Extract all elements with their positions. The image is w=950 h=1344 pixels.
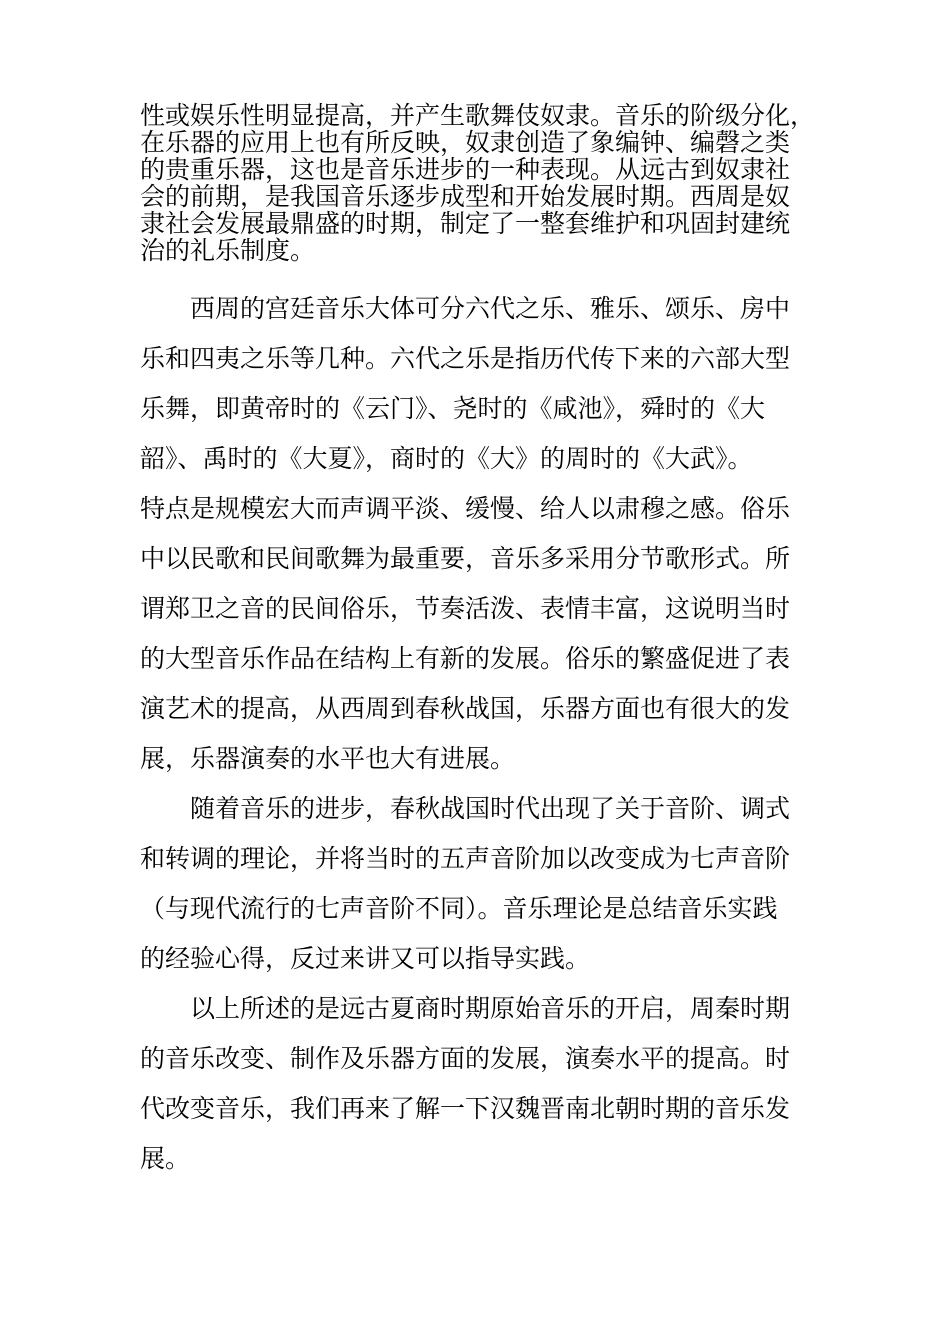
paragraph-line: 治的礼乐制度。	[140, 236, 316, 265]
paragraph-1	[140, 102, 820, 264]
paragraph-line: 展，乐器演奏的水平也大有进展。	[140, 744, 516, 773]
paragraph-line: 在乐器的应用上也有所反映，奴隶创造了象编钟、编磬之类	[140, 128, 791, 157]
paragraph-line: 乐舞，即黄帝时的《云门》、尧时的《咸池》，舜时的《大	[140, 394, 766, 423]
paragraph-line: （与现代流行的七声音阶不同）。音乐理论是总结音乐实践	[140, 894, 778, 923]
paragraph-line: 以上所述的是远古夏商时期原始音乐的开启，周秦时期	[190, 994, 791, 1023]
paragraph-line: 的贵重乐器，这也是音乐进步的一种表现。从远古到奴隶社	[140, 155, 791, 184]
paragraph-line: 随着音乐的进步，春秋战国时代出现了关于音阶、调式	[190, 794, 791, 823]
paragraph-line: 谓郑卫之音的民间俗乐，节奏活泼、表情丰富，这说明当时	[140, 594, 791, 623]
paragraph-line: 的大型音乐作品在结构上有新的发展。俗乐的繁盛促进了表	[140, 644, 791, 673]
paragraph-line: 西周的宫廷音乐大体可分六代之乐、雅乐、颂乐、房中	[190, 294, 791, 323]
paragraph-line: 的经验心得，反过来讲又可以指导实践。	[140, 944, 591, 973]
paragraph-line: 中以民歌和民间歌舞为最重要，音乐多采用分节歌形式。所	[140, 544, 791, 573]
paragraph-line: 隶社会发展最鼎盛的时期，制定了一整套维护和巩固封建统	[140, 209, 791, 238]
paragraph-line: 会的前期，是我国音乐逐步成型和开始发展时期。西周是奴	[140, 182, 791, 211]
paragraph-line: 乐和四夷之乐等几种。六代之乐是指历代传下来的六部大型	[140, 344, 791, 373]
paragraph-line: 特点是规模宏大而声调平淡、缓慢、给人以肃穆之感。俗乐	[140, 494, 791, 523]
paragraph-line: 韶》、禹时的《大夏》，商时的《大》的周时的《大武》。	[140, 444, 753, 473]
paragraph-line: 性或娱乐性明显提高，并产生歌舞伎奴隶。音乐的阶级分化，	[140, 101, 816, 130]
paragraph-line: 的音乐改变、制作及乐器方面的发展，演奏水平的提高。时	[140, 1044, 791, 1073]
paragraph-4	[140, 984, 820, 1184]
paragraph-3	[140, 784, 820, 984]
paragraph-line: 展。	[140, 1144, 191, 1173]
paragraph-line: 和转调的理论，并将当时的五声音阶加以改变成为七声音阶	[140, 844, 791, 873]
paragraph-2	[140, 284, 820, 784]
paragraph-line: 代改变音乐，我们再来了解一下汉魏晋南北朝时期的音乐发	[140, 1094, 791, 1123]
paragraph-line: 演艺术的提高，从西周到春秋战国，乐器方面也有很大的发	[140, 694, 791, 723]
